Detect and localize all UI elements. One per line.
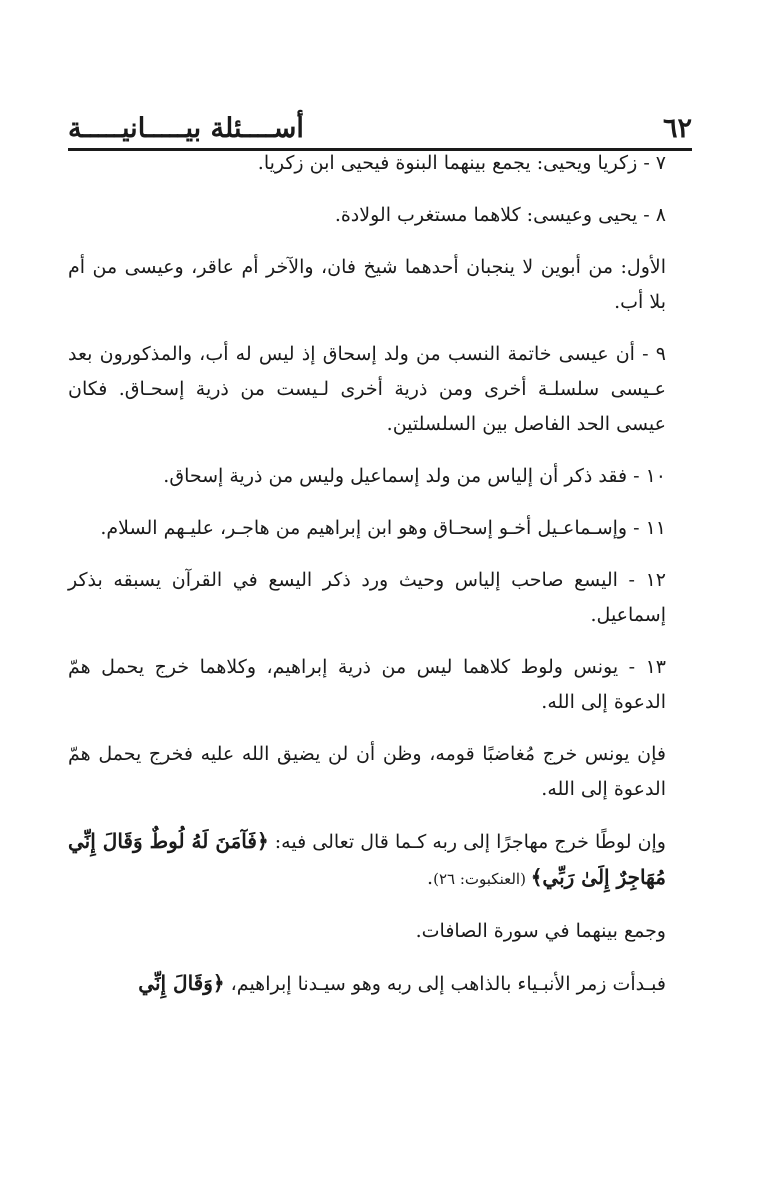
page-body (68, 146, 692, 1019)
last-text: فبـدأت زمر الأنبـياء بالذاهب إلى ربه وهو سيـدنا إبراهيم، (224, 973, 666, 995)
paragraph-yunus: فإن يونس خرج مُغاضبًا قومه، وظن أن لن يضيق الله عليه فخرج يحمل همّ الدعوة إلى الله. (68, 743, 666, 800)
verse-reference: (العنكبوت: ٢٦) (433, 870, 531, 888)
quran-verse-ankabut: ﴿فَآمَنَ لَهُ لُوطٌ وَقَالَ إِنِّي مُهَاجِرٌ إِلَىٰ رَبِّي﴾ (68, 829, 666, 889)
paragraph-9: ٩ - أن عيسى خاتمة النسب من ولد إسحاق إذ ليس له أب، والمذكورون بعد عـيسى سلسلـة أخرى ومن ذرية أخرى لـيست من ذرية إسحـاق. فكان عيسى الحد الفاصل بين السلسلتين. (68, 343, 666, 435)
paragraph-8: ٨ - يحيى وعيسى: كلاهما مستغرب الولادة. (334, 204, 666, 226)
lot-text: وإن لوطًا خرج مهاجرًا إلى ربه كـما قال تعالى فيه: (268, 831, 666, 853)
book-title: أســــئلة بيـــــانيـــــة (68, 113, 304, 144)
paragraph-lot (68, 824, 692, 897)
paragraph-last (68, 966, 692, 1002)
quran-verse-fragment: ﴿وَقَالَ إِنِّي (138, 971, 225, 995)
running-header (68, 96, 692, 151)
page-number: ٦٢ (662, 113, 692, 144)
paragraph-7: ٧ - زكريا ويحيى: يجمع بينهما البنوة فيحيى ابن زكريا. (257, 152, 666, 174)
paragraph-11: ١١ - وإسـماعـيل أخـو إسحـاق وهو ابن إبراهيم من هاجـر، عليـهم السلام. (100, 517, 666, 539)
paragraph-12: ١٢ - اليسع صاحب إلياس وحيث ورد ذكر اليسع في القرآن يسبقه بذكر إسماعيل. (68, 569, 666, 626)
paragraph-13: ١٣ - يونس ولوط كلاهما ليس من ذرية إبراهيم، وكلاهما خرج يحمل همّ الدعوة إلى الله. (68, 656, 666, 713)
lot-text-end: . (427, 867, 434, 889)
paragraph-10: ١٠ - فقد ذكر أن إلياس من ولد إسماعيل وليس من ذرية إسحاق. (163, 465, 666, 487)
paragraph-saffat: وجمع بينهما في سورة الصافات. (415, 920, 666, 942)
paragraph-first-explanation: الأول: من أبوين لا ينجبان أحدهما شيخ فان، والآخر أم عاقر، وعيسى من أم بلا أب. (68, 256, 666, 313)
